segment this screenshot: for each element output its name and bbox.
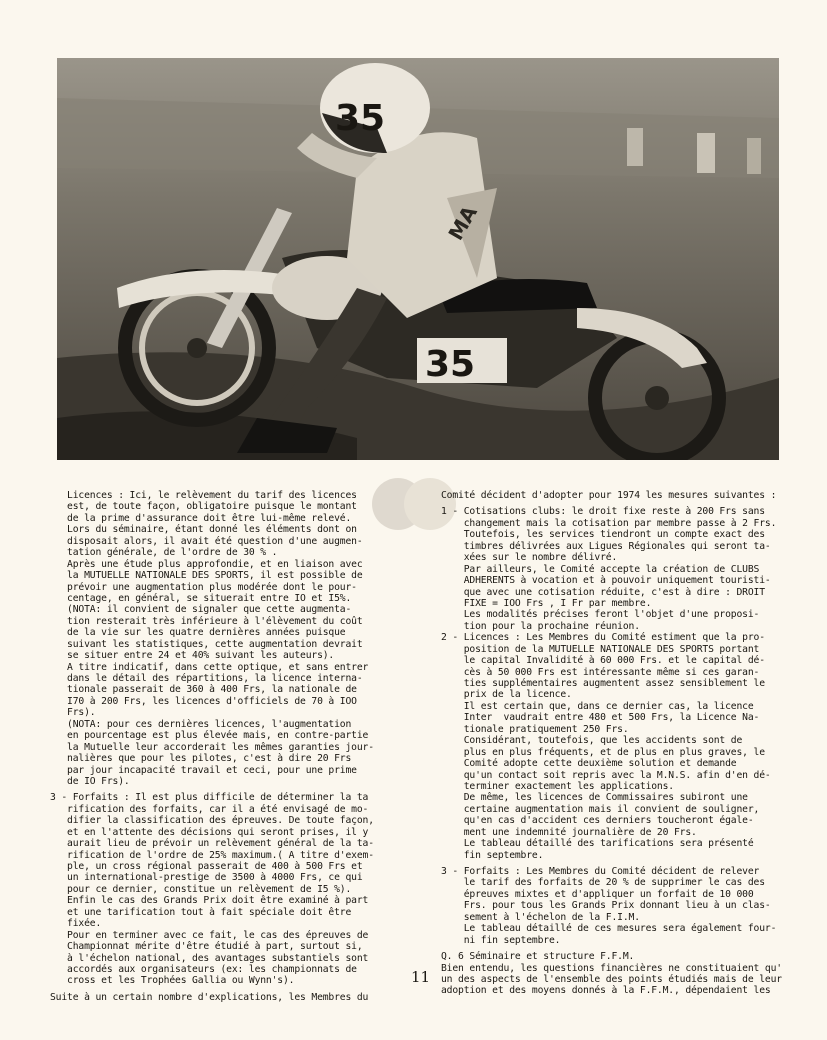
text-line: tion resterait très inférieure à l'élèvement du coût [50,615,363,627]
text-line: centage, en général, se situerait entre IO et I5%. [50,592,352,604]
text-line: adoption et des moyens donnés à la F.F.M., dépendaient les [441,985,771,997]
text-line: Inter vaudrait entre 480 et 500 Frs, la Licence Na- [441,712,760,724]
text-line: suivant les statistiques, cette augmentation devrait [50,638,363,650]
text-line: Frs). [50,707,96,719]
text-line: fin septembre. [441,849,544,861]
page-number: 11 [411,968,431,986]
text-line: Le tableau détaillé de ces mesures sera également four- [441,923,777,935]
text-line: épreuves mixtes et d'appliquer un forfait de 10 000 [441,888,754,900]
text-line: timbres délivrées aux Ligues Régionales qui seront ta- [441,540,771,552]
motocross-rider-illustration [57,58,779,460]
text-line: Par ailleurs, le Comité accepte la création de CLUBS [441,563,760,575]
helmet-number: 35 [335,98,386,139]
text-line: un international-prestige de 3500 à 4000 Frs, ce qui [50,872,363,884]
text-line: A titre indicatif, dans cette optique, et sans entrer [50,661,369,673]
text-line: Bien entendu, les questions financières ne constituaient qu' [441,962,782,974]
text-line: De même, les licences de Commissaires subiront une [441,792,748,804]
text-line: (NOTA: il convient de signaler que cette augmenta- [50,604,352,616]
text-line: se situer entre 24 et 40% suivant les auteurs). [50,650,335,662]
text-line: 1 - Cotisations clubs: le droit fixe reste à 200 Frs sans [441,506,765,518]
text-line: cès à 50 000 Frs est intéressante même si ces garan- [441,666,760,678]
text-line: (NOTA: pour ces dernières licences, l'augmentation [50,718,352,730]
text-line: prix de la licence. [441,689,572,701]
text-line: dans le détail des répartitions, la licence interna- [50,673,363,684]
text-line: Toutefois, les services tiendront un compte exact des [441,529,765,541]
text-line: en pourcentage est plus élevée mais, en contre-partie [50,730,369,742]
text-line: Pour en terminer avec ce fait, le cas des épreuves de [50,929,369,941]
text-line: difier la classification des épreuves. De toute façon, [50,815,374,827]
text-line: disposait alors, il avait été question d'une augmen- [50,535,363,547]
text-line: le capital Invalidité à 60 000 Frs. et le capital dé- [441,655,765,667]
text-line: changement mais la cotisation par membre passe à 2 Frs. [441,517,777,529]
text-line: Comité adopte cette deuxième solution et demande [441,758,737,770]
text-line: tionale passerait de 360 à 400 Frs, la nationale de [50,684,357,696]
text-line: 2 - Licences : Les Membres du Comité estiment que la pro- [441,632,765,644]
text-line: la Mutuelle leur accorderait les mêmes garanties jour- [50,741,374,753]
left-text-column [50,490,410,1003]
text-line: I70 à 200 Frs, les licences d'officiels de 70 à IOO [50,695,357,707]
text-line: la MUTUELLE NATIONALE DES SPORTS, il est possible de [50,570,363,582]
text-line: et une tarification tout à fait spéciale doit être [50,906,352,918]
text-line: Suite à un certain nombre d'explications, les Membres du [50,991,369,1003]
text-line: nalières que pour les pilotes, c'est à dire 20 Frs [50,753,352,765]
text-line: le tarif des forfaits de 20 % de supprimer le cas des [441,877,765,889]
text-line: 3 - Forfaits : Les Membres du Comité décident de relever [441,866,760,877]
text-line: un des aspects de l'ensemble des points étudiés mais de leur [441,973,782,985]
text-line: Enfin le cas des Grands Prix doit être examiné à part [50,895,369,907]
text-line: qu'un contact soit repris avec la M.N.S. afin d'en dé- [441,769,771,781]
text-line: certaine augmentation mais il convient de souligner, [441,803,760,815]
text-line: ADHERENTS à vocation et à pouvoir uniquement touristi- [441,575,771,587]
text-line: que avec une cotisation réduite, c'est à dire : DROIT [441,586,765,598]
text-line: Championnat mérite d'être étudié à part, surtout si, [50,941,363,953]
text-line: prévoir une augmentation plus modérée dont le pour- [50,581,357,593]
text-line: est, de toute façon, obligatoire puisque le montant [50,501,357,513]
text-line: ni fin septembre. [441,934,561,946]
text-line: plus en plus fréquents, et de plus en plus graves, le [441,746,765,758]
text-line: Après une étude plus approfondie, et en liaison avec [50,558,363,570]
text-line: fixée. [50,918,102,930]
right-text-column [441,490,791,997]
text-line: de la vie sur les quatre dernières années puisque [50,627,346,639]
text-line: sement à l'échelon de la F.I.M. [441,911,640,923]
text-line: rification des forfaits, car il a été envisagé de mo- [50,803,369,815]
text-line: FIXE = IOO Frs , I Fr par membre. [441,597,652,609]
text-line: Comité décident d'adopter pour 1974 les mesures suivantes : [441,490,777,501]
text-line: par jour incapacité travail et ceci, pour une prime [50,764,357,776]
text-line: Le tableau détaillé des tarifications sera présenté [441,838,754,850]
text-line: accordés aux organisateurs (ex: les championnats de [50,963,357,975]
text-line: à l'échelon national, des avantages substantiels sont [50,952,369,964]
text-line: et en l'attente des décisions qui seront prises, il y [50,826,369,838]
text-line: Frs. pour tous les Grands Prix donnant lieu à un clas- [441,900,771,912]
text-line: Les modalités précises feront l'objet d'une proposi- [441,609,760,621]
text-line: tion pour la prochaine réunion. [441,620,640,632]
text-line: Considérant, toutefois, que les accidents sont de [441,735,743,747]
text-line: pour ce dernier, constitue un relèvement de I5 %). [50,883,352,895]
text-line: de la prime d'assurance doit être lui-même relevé. [50,512,352,524]
text-line: de IO Frs). [50,775,130,787]
text-line: Licences : Ici, le relèvement du tarif des licences [50,490,357,501]
text-line: position de la MUTUELLE NATIONALE DES SPORTS portant [441,643,760,655]
text-line: qu'en cas d'accident ces derniers toucheront égale- [441,815,754,827]
text-line: Lors du séminaire, étant donné les éléments dont on [50,524,357,536]
text-line: xées sur le nombre délivré. [441,552,618,564]
text-line: aurait lieu de prévoir un relèvement général de la ta- [50,838,374,850]
motocross-photo [57,58,779,460]
text-line: Il est certain que, dans ce dernier cas, la licence [441,700,754,712]
text-line: 3 - Forfaits : Il est plus difficile de déterminer la ta [50,792,369,804]
text-line: ment une indemnité journalière de 20 Frs. [441,826,697,838]
text-line: cross et les Trophées Gallia ou Wynn's). [50,975,295,987]
jersey-lettering: MA [443,201,482,245]
text-line: rification de l'ordre de 25% maximum.( A titre d'exem- [50,849,374,861]
side-panel-number: 35 [425,344,476,385]
text-line: Q. 6 Séminaire et structure F.F.M. [441,951,635,963]
text-line: terminer exactement les applications. [441,780,674,792]
text-line: tation générale, de l'ordre de 30 % . [50,547,278,559]
text-line: ties supplémentaires augmentent assez sensiblement le [441,678,765,689]
text-line: ple, un cross régional passerait de 400 à 500 Frs et [50,861,363,872]
text-line: tionale pratiquement 250 Frs. [441,723,629,735]
